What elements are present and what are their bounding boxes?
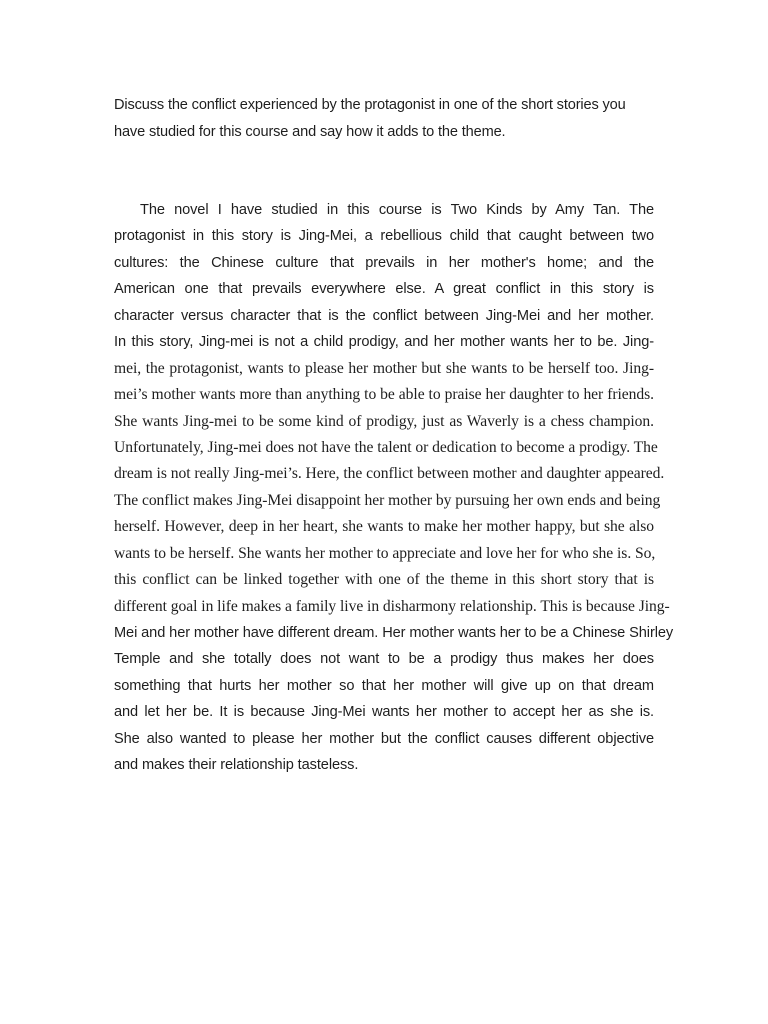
essay-line: mei, the protagonist, wants to please her mother but she wants to be herself too. Jing- (114, 359, 654, 377)
essay-line: Temple and she totally does not want to be a prodigy thus makes her does (114, 651, 654, 668)
essay-line: protagonist in this story is Jing-Mei, a rebellious child that caught between two (114, 228, 654, 245)
essay-line: Unfortunately, Jing-mei does not have the talent or dedication to become a prodigy. The (114, 438, 658, 456)
essay-line: something that hurts her mother so that her mother will give up on that dream (114, 677, 654, 694)
essay-line: wants to be herself. She wants her mother to appreciate and love her for who she is. So, (114, 544, 656, 562)
essay-line: this conflict can be linked together with one of the theme in this short story that is (114, 571, 654, 589)
essay-line: In this story, Jing-mei is not a child prodigy, and her mother wants her to be. Jing- (114, 334, 654, 351)
essay-line: She wants Jing-mei to be some kind of prodigy, just as Waverly is a chess champion. (114, 412, 654, 430)
essay-line: The novel I have studied in this course is Two Kinds by Amy Tan. The (140, 202, 654, 218)
essay-line: mei’s mother wants more than anything to be able to praise her daughter to her friends. (114, 386, 654, 404)
essay-line: She also wanted to please her mother but the conflict causes different objective (114, 730, 654, 747)
essay-line: and makes their relationship tasteless. (114, 757, 359, 774)
essay-line: different goal in life makes a family live in disharmony relationship. This is because Jing- (114, 597, 670, 615)
essay-line: American one that prevails everywhere else. A great conflict in this story is (114, 281, 654, 298)
question-line: Discuss the conflict experienced by the protagonist in one of the short stories you (114, 97, 626, 113)
essay-line: character versus character that is the conflict between Jing-Mei and her mother. (114, 307, 654, 324)
essay-line: cultures: the Chinese culture that prevails in her mother's home; and the (114, 254, 654, 271)
essay-question (114, 92, 662, 145)
essay-line: and let her be. It is because Jing-Mei wants her mother to accept her as she is. (114, 704, 654, 721)
essay-line: Mei and her mother have different dream. Her mother wants her to be a Chinese Shirley (114, 625, 674, 641)
essay-line: herself. However, deep in her heart, she wants to make her mother happy, but she also (114, 518, 654, 536)
question-line: have studied for this course and say how it adds to the theme. (114, 123, 506, 140)
essay-body (114, 197, 674, 779)
essay-line: The conflict makes Jing-Mei disappoint her mother by pursuing her own ends and being (114, 491, 661, 509)
essay-line: dream is not really Jing-mei’s. Here, the conflict between mother and daughter appeared. (114, 465, 665, 483)
